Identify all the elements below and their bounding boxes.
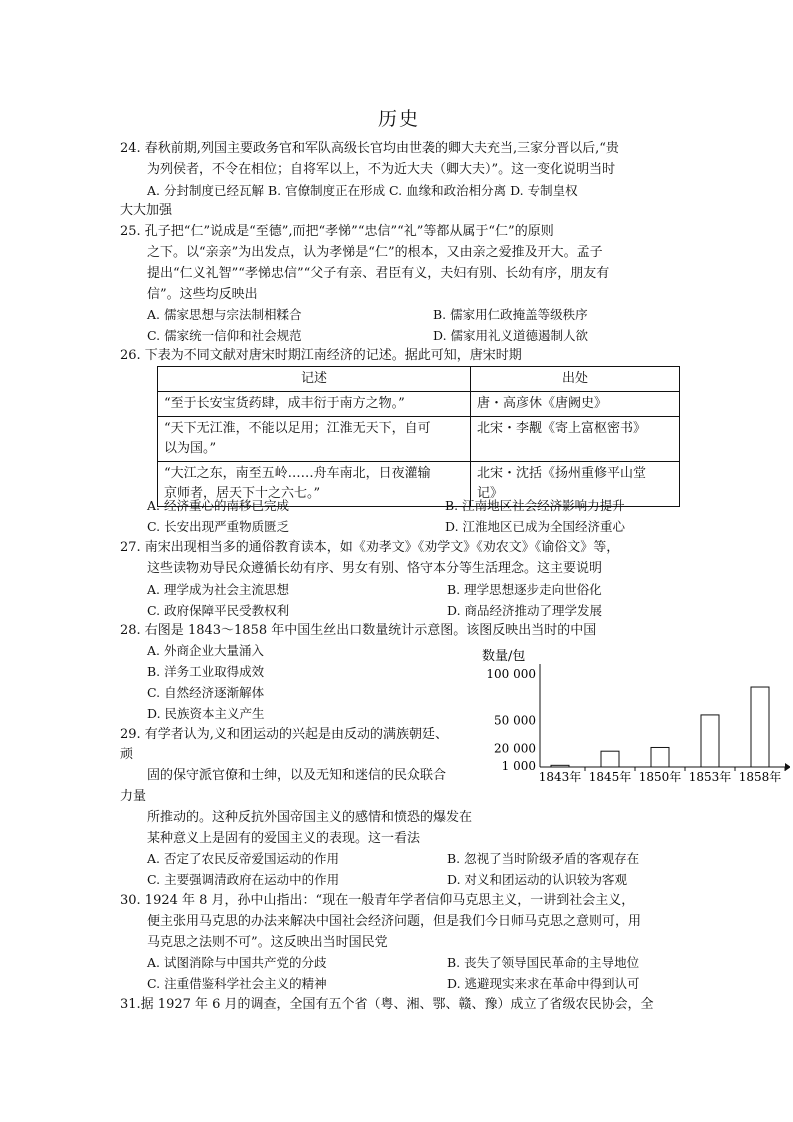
q25-line-3: 提出“仁义礼智”“孝悌忠信”“父子有亲、君臣有义，夫妇有别、长幼有序，朋友有 xyxy=(147,266,610,281)
y-tick-label: 100 000 xyxy=(486,667,536,681)
q27-option-a: A. 理学成为社会主流思想 xyxy=(147,582,289,597)
q24-line-1: 24. 春秋前期,列国主要政务官和军队高级长官均由世袭的卿大夫充当,三家分晋以后,“贵 xyxy=(120,141,619,156)
bar xyxy=(601,751,619,767)
q26-option-b: B. 江南地区社会经济影响力提升 xyxy=(445,498,625,513)
q25-line-1: 25. 孔子把“仁”说成是“至德”,而把“孝悌”“忠信”“礼”等都从属于“仁”的原则 xyxy=(120,224,554,239)
bar xyxy=(551,765,569,767)
q25-option-d: D. 儒家用礼义道德遏制人欲 xyxy=(433,328,589,343)
q29-option-c: C. 主要强调清政府在运动中的作用 xyxy=(147,872,340,887)
table-cell-text: “大江之东，南至五岭……舟车南北，日夜灌输 京师者，居天下十之六七。” xyxy=(158,462,471,507)
q25-line-4: 信”。这些均反映出 xyxy=(147,287,258,302)
q29-option-b: B. 忽视了当时阶级矛盾的客观存在 xyxy=(447,851,640,866)
x-tick-label: 1850年 xyxy=(638,770,682,784)
x-tick-label: 1853年 xyxy=(688,770,732,784)
q26-stem: 26. 下表为不同文献对唐宋时期江南经济的记述。据此可知，唐宋时期 xyxy=(120,348,522,363)
table-cell-source: 北宋・李觏《寄上富枢密书》 xyxy=(471,417,680,462)
x-tick-label: 1845年 xyxy=(588,770,632,784)
q30-option-c: C. 注重借鉴科学社会主义的精神 xyxy=(147,976,327,991)
q24-line-2: 为列侯者，不令在相位；自将军以上，不为近大夫（卿大夫）”。这一变化说明当时 xyxy=(147,162,616,177)
silk-export-chart xyxy=(470,640,790,785)
q29-line-4: 力量 xyxy=(120,789,147,804)
q26-table xyxy=(157,366,680,507)
table-row xyxy=(158,392,680,417)
q29-line-2: 顽 xyxy=(120,747,134,762)
table-cell-text: “天下无江淮，不能以足用；江淮无天下，自可 以为国。” xyxy=(158,417,471,462)
q25-option-b: B. 儒家用仁政掩盖等级秩序 xyxy=(433,307,588,322)
q28-stem: 28. 右图是 1843～1858 年中国生丝出口数量统计示意图。该图反映出当时的中国 xyxy=(120,623,597,638)
q29-line-5: 所推动的。这种反抗外国帝国主义的感情和愤恐的爆发在 xyxy=(147,810,473,825)
y-tick-label: 50 000 xyxy=(494,713,536,728)
q25-line-2: 之下。以“亲亲”为出发点，认为孝悌是“仁”的根本，又由亲之爱推及开大。孟子 xyxy=(147,245,603,260)
q27-line-1: 27. 南宋出现相当多的通俗教育读本，如《劝孝文》《劝学文》《劝农文》《谕俗文》等， xyxy=(120,540,620,555)
bar xyxy=(651,747,669,767)
q24-line-3: 大大加强 xyxy=(120,203,173,218)
bar xyxy=(751,687,769,767)
q31-line-1: 31.据 1927 年 6 月的调查，全国有五个省（粤、湘、鄂、赣、豫）成立了省级农民协会，全 xyxy=(120,997,654,1012)
x-tick-label: 1858年 xyxy=(738,770,782,784)
table-row xyxy=(158,417,680,462)
bar xyxy=(701,715,719,767)
x-tick-label: 1843年 xyxy=(538,770,582,784)
q25-option-c: C. 儒家统一信仰和社会规范 xyxy=(147,328,302,343)
q30-line-2: 便主张用马克思的办法来解决中国社会经济问题，但是我们今日师马克思之意则可，用 xyxy=(147,914,642,929)
q29-option-d: D. 对义和团运动的认识较为客观 xyxy=(447,872,628,887)
q29-line-1: 29. 有学者认为,义和团运动的兴起是由反动的满族朝廷、 xyxy=(120,727,448,742)
q30-option-d: D. 逃避现实来求在革命中得到认可 xyxy=(447,976,640,991)
q28-option-c: C. 自然经济逐渐解体 xyxy=(147,685,265,700)
x-axis-arrow xyxy=(785,763,790,771)
q28-option-a: A. 外商企业大量涌入 xyxy=(147,643,264,658)
table-header-text: 记述 xyxy=(158,367,471,392)
q27-line-2: 这些读物劝导民众遵循长幼有序、男女有别、恪守本分等生活理念。这主要说明 xyxy=(147,561,603,576)
q30-line-3: 马克思之法则不可”。这反映出当时国民党 xyxy=(147,935,388,950)
q25-option-a: A. 儒家思想与宗法制相糅合 xyxy=(147,307,302,322)
q27-option-d: D. 商品经济推动了理学发展 xyxy=(447,603,603,618)
table-cell-source: 北宋・沈括《扬州重修平山堂 记》 xyxy=(471,462,680,507)
q26-option-d: D. 江淮地区已成为全国经济重心 xyxy=(445,519,626,534)
y-tick-label: 1 000 xyxy=(501,759,536,774)
q29-line-6: 某种意义上是固有的爱国主义的表现。这一看法 xyxy=(147,831,421,846)
q28-option-b: B. 洋务工业取得成效 xyxy=(147,664,265,679)
q24-options: A. 分封制度已经瓦解 B. 官僚制度正在形成 C. 血缘和政治相分离 D. 专制皇权 xyxy=(147,183,578,198)
table-header-source: 出处 xyxy=(471,367,680,392)
q30-option-b: B. 丧失了领导国民革命的主导地位 xyxy=(447,955,640,970)
y-axis-label: 数量/包 xyxy=(482,649,526,664)
q28-option-d: D. 民族资本主义产生 xyxy=(147,706,265,721)
page-title: 历史 xyxy=(378,108,421,130)
q29-option-a: A. 否定了农民反帝爱国运动的作用 xyxy=(147,851,339,866)
q30-option-a: A. 试图消除与中国共产党的分歧 xyxy=(147,955,327,970)
q27-option-c: C. 政府保障平民受教权利 xyxy=(147,603,290,618)
q26-option-a: A. 经济重心的南移已完成 xyxy=(147,498,289,513)
q27-option-b: B. 理学思想逐步走向世俗化 xyxy=(447,582,602,597)
q30-line-1: 30. 1924 年 8 月，孙中山指出：“现在一般青年学者信仰马克思主义，一讲到社会主义， xyxy=(120,893,635,908)
q29-line-3: 固的保守派官僚和士绅，以及无知和迷信的民众联合 xyxy=(147,768,447,783)
y-tick-label: 20 000 xyxy=(494,741,536,756)
table-cell-source: 唐・高彦休《唐阙史》 xyxy=(471,392,680,417)
q26-option-c: C. 长安出现严重物质匮乏 xyxy=(147,519,290,534)
table-cell-text: “至于长安宝货药肆，成丰衍于南方之物。” xyxy=(158,392,471,417)
